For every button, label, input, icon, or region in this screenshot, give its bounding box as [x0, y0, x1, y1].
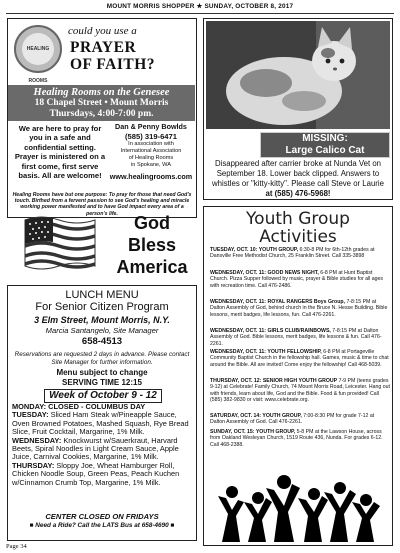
band-address: 18 Chapel Street • Mount Morris [34, 98, 169, 108]
gba-line-1: God [134, 213, 170, 233]
prayer-footer: Healing Rooms have but one purpose: To pray for those that need God's touch. Birthed from a fervent passion to see God's healing and miracle working power manifested and to have God impact every area of a person's life. [12, 192, 192, 217]
ride-note: ■ Need a Ride? Call the LATS Bus at 658-4690 ■ [29, 522, 175, 529]
serving-time: SERVING TIME 12:15 [62, 378, 142, 387]
lunch-title: LUNCH MENU [65, 289, 139, 301]
missing-cat-ad [203, 18, 393, 200]
event-heading: THURSDAY, OCT. 12: SENIOR HIGH YOUTH GROUP [210, 378, 338, 384]
day-label: MONDAY: [12, 402, 47, 411]
youth-event [210, 413, 390, 426]
menu-day [12, 411, 194, 436]
lunch-manager: Marcia Santangelo, Site Manager [45, 326, 159, 335]
event-heading: SUNDAY, OCT. 15: YOUTH GROUP, [210, 429, 296, 435]
event-heading: WEDNESDAY, OCT. 11: GOOD NEWS NIGHT, [210, 270, 319, 276]
missing-description: Disappeared after carrier broke at Nunda Vet on September 18. Lower back clipped. Answers to whistles or "kitty-kitty". Please call Steve or Laurie [212, 159, 384, 188]
youth-event [210, 299, 390, 318]
youth-event [210, 270, 390, 289]
event-details: 6-8 PM at Hunt Baptist Church. Pizza Supper followed by music, prayer & Bible studies for all ages with recreation time. Call 476-2486. [210, 270, 383, 289]
event-details: 7-8:15 PM at Dalton Assembly of God. Bible lessons, merit badges, life lessons & fun. Call 476-2261. [210, 328, 382, 347]
day-items: CLOSED - COLUMBUS DAY [46, 402, 146, 411]
menu-day [12, 437, 194, 462]
event-details: 7-9 PM (teens grades 9-12) at Celebrate! Family Church, 74 Mount Morris Road, Leicester. Hang out with friends, learn about life, God and the Bible. Food & fun provided! Call (585) 382-9830 or visit: www.celebrate.org. [210, 378, 390, 404]
day-items: Sliced Ham Steak w/Pineapple Sauce, Oven Browned Potatoes, Mashed Squash, Rye Bread Slice, Fruit Cocktail, Margarine, 1% Milk. [12, 410, 189, 437]
event-details: 7:00-8:30 PM for grade 7-12 at Dalton Assembly of God. Call 476-2261. [210, 413, 375, 426]
day-items: Sloppy Joe, Wheat Hamburger Roll, Chicken Noodle Soup, Green Peas, Peach Kuchen w/Cinnamon Crumb Top, Margarine, 1% Milk. [12, 460, 180, 487]
youth-event [210, 247, 390, 260]
youth-title [204, 210, 392, 246]
website-link[interactable]: www.healingrooms.com [109, 171, 193, 181]
event-details: 7-8:15 PM at Dalton Assembly of God, behind church in the Bruce N. Hesse Building. Bible lessons, merit badges, life lessons, fun. Call 476-2261. [210, 299, 388, 318]
menu-days [12, 403, 194, 487]
event-heading: TUESDAY, OCT. 10: YOUTH GROUP, [210, 247, 299, 253]
prayer-band [8, 85, 195, 121]
lunch-phone: 658-4513 [81, 336, 123, 347]
assoc-line-1: In association with [128, 140, 174, 147]
day-label: TUESDAY: [12, 410, 49, 420]
prayer-contact [108, 123, 194, 180]
logo-text: HEALING ROOMS [22, 33, 54, 65]
event-details: 6-8 PM at Portageville Community Baptist Church in the fellowship hall. Games, music & time to chat around the Bible. All are invited! Come enjoy the fellowship! Call 468-5039. [210, 349, 389, 368]
cat-photo [206, 21, 390, 129]
assoc-line-4: in Spokane, WA [131, 161, 171, 168]
menu-day [12, 462, 194, 487]
missing-details [206, 159, 390, 199]
event-details: 6:30-8 PM for 6th-12th grades at Dansville Free Methodist Church, 25 Franklin Street. Call 335-3898 [210, 247, 375, 260]
band-title: Healing Rooms on the Genesee [33, 87, 170, 98]
assoc-line-3: of Healing Rooms [128, 154, 174, 161]
page-header: MOUNT MORRIS SHOPPER ★ SUNDAY, OCTOBER 8, 2017 [106, 3, 294, 10]
god-bless-america [7, 212, 197, 282]
prayer-line-2: PRAYER [70, 39, 137, 56]
gba-line-2: Bless [127, 235, 177, 255]
lunch-address: 3 Elm Street, Mount Morris, N.Y. [34, 315, 170, 325]
closed-fridays: CENTER CLOSED ON FRIDAYS [45, 512, 159, 521]
youth-title-line-2: Activities [259, 227, 337, 247]
lunch-subtitle: For Senior Citizen Program [35, 301, 169, 313]
menu-week: Week of October 9 - 12 [44, 389, 162, 403]
day-label: THURSDAY: [12, 460, 55, 470]
youth-event [210, 429, 390, 448]
gba-line-3: America [116, 257, 188, 277]
event-heading: SATURDAY, OCT. 14: YOUTH GROUP, [210, 413, 302, 419]
contact-phone: (585) 319-6471 [125, 131, 177, 141]
event-details: 5-8 PM at the Lawson House, across from Oakland Wesleyan Church, 1519 Route 436, Nunda. For grades 6-12. Call 468-2388. [210, 429, 383, 448]
event-heading: WEDNESDAY, OCT. 11: GIRLS CLUB/RAINBOWS, [210, 328, 331, 334]
page-number: Page 34 [6, 543, 27, 550]
prayer-ad [7, 18, 197, 218]
youth-event [210, 349, 390, 368]
day-items: Knockwurst w/Sauerkraut, Harvard Beets, Spiral Noodles in Light Cream Sauce, Apple Juice, Carnival Cookies, Margarine, 1% Milk. [12, 435, 179, 462]
contact-names: Dan & Penny Bowlds [115, 122, 187, 131]
jumping-people-illustration [208, 462, 390, 542]
youth-event [210, 328, 390, 347]
lunch-menu-ad [7, 285, 197, 541]
day-label: WEDNESDAY: [12, 435, 62, 445]
youth-event [210, 378, 390, 404]
missing-phone: at (585) 476-5968! [265, 189, 331, 198]
band-time: Thursdays, 4:00-7:00 pm. [49, 109, 154, 119]
god-bless-america-text [107, 212, 197, 278]
missing-subject: Large Calico Cat [285, 145, 365, 156]
assoc-line-2: International Association [120, 147, 182, 154]
menu-change-note: Menu subject to change [56, 368, 148, 377]
lunch-reservation-note: Reservations are requested 2 days in advance. Please contact Site Manager for further information. [14, 351, 190, 366]
missing-tag [260, 132, 390, 158]
prayer-line-1: could you use a [68, 25, 137, 37]
event-heading: WEDNESDAY, OCT. 11: YOUTH FELLOWSHIP, [210, 349, 322, 355]
youth-title-line-1: Youth Group [246, 209, 350, 229]
header-rule [6, 13, 394, 14]
missing-label: MISSING: [302, 133, 348, 144]
healing-rooms-logo [14, 25, 62, 84]
event-heading: WEDNESDAY, OCT. 11: ROYAL RANGERS Boys Group, [210, 299, 345, 305]
prayer-welcome-text: We are here to pray for you in a safe and confidential setting. Prayer is ministered on a first come, first serve basis. All are welcome! [14, 124, 106, 181]
flag-icon [21, 214, 99, 272]
prayer-line-3: OF FAITH? [70, 56, 156, 73]
youth-group-ad [203, 206, 393, 546]
